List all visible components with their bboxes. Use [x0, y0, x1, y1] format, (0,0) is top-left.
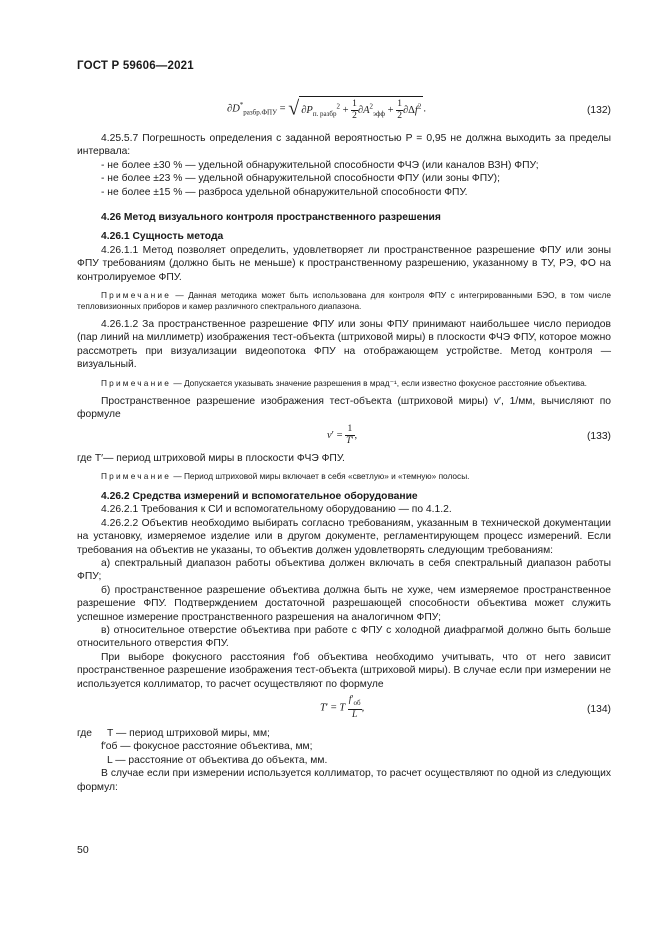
list-item: - не более ±23 % — удельной обнаружительной способности ФПУ (или зоны ФПУ); [101, 173, 500, 185]
where-item: L — расстояние от объектива до объекта, мм. [107, 754, 328, 766]
paragraph: Пространственное разрешение изображения тест-объекта (штриховой миры) v′, 1/мм, вычисляют по формуле [77, 395, 611, 421]
paragraph: 4.26.2.1 Требования к СИ и вспомогательному оборудованию — по 4.1.2. [101, 504, 452, 516]
paragraph: 4.25.5.7 Погрешность определения с заданной вероятностью P = 0,95 не должна выходить за пределы интервала: [77, 133, 611, 158]
list-item: в) относительное отверстие объектива при работе с ФПУ с холодной диафрагмой должно быть больше относительного отверстия ФПУ. [77, 624, 611, 650]
where-label: где [77, 728, 93, 739]
where-item: T — период штриховой миры, мм; [107, 728, 270, 739]
note [77, 290, 611, 312]
formula-132 [77, 92, 611, 132]
formula-132-number: (132) [586, 105, 611, 116]
subsection-heading: 4.26.2 Средства измерений и вспомогательное оборудование [101, 490, 418, 502]
page-number: 50 [77, 844, 89, 856]
subsection-heading: 4.26.1 Сущность метода [101, 231, 224, 243]
where-list [77, 727, 611, 767]
list-item: - не более ±30 % — удельной обнаружительной способности ФЧЭ (или каналов ВЗН) ФПУ; [101, 159, 539, 171]
note-text: — Данная методика может быть использована для контроля ФПУ с интегрированными БЭО, в том числе тепловизионных приборов и камер различного спектрального диапазона. [77, 290, 611, 312]
formula-134-number: (134) [586, 704, 611, 715]
list-item: - не более ±15 % — разброса удельной обнаружительной способности ФПУ. [101, 186, 468, 198]
document-body [77, 92, 611, 794]
list-item: а) спектральный диапазон работы объектива должен включать в себя спектральный диапазон работы ФПУ; [77, 557, 611, 583]
formula-133 [77, 422, 611, 452]
formula-133-expression: v′ = $\frac{1}{T'}$ , [327, 423, 358, 446]
note-text: — Период штриховой миры включает в себя «светлую» и «темную» полосы. [171, 470, 470, 481]
paragraph: 4.26.1.2 За пространственное разрешение ФПУ или зоны ФПУ принимают наибольшее число периодов (пар линий на миллиметр) изображения тест-объекта (штриховой миры) в плоскости ФЧЭ ФПУ, которое можно рассмотреть при визуализации видеопотока ФПУ на отображающем устройстве. Метод контроля — визуальный. [77, 319, 611, 371]
paragraph: При выборе фокусного расстояния f′об объектива необходимо учитывать, что от него зависит пространственное разрешение изображения тест-объекта (штриховой миры). В случае если при измерении не используется коллиматор, то расчет осуществляют по формуле [77, 651, 611, 690]
paragraph: где T′— период штриховой миры в плоскости ФЧЭ ФПУ. [77, 452, 345, 464]
paragraph: 4.26.2.2 Объектив необходимо выбирать согласно требованиям, указанным в технической документации на установку, измеряемое изделие или в другом документе, регламентирующем процесс измерений. Если требования на объектив не указаны, то объектив должен удовлетворять следующим требованиям: [77, 517, 611, 556]
section-heading: 4.26 Метод визуального контроля пространственного разрешения [101, 212, 441, 224]
where-item: f′об — фокусное расстояние объектива, мм; [101, 741, 313, 753]
formula-133-number: (133) [586, 430, 611, 442]
note [77, 471, 611, 482]
paragraph: В случае если при измерении используется коллиматор, то расчет осуществляют по одной из следующих формул: [77, 768, 611, 793]
note [77, 378, 611, 389]
note-label: Примечание [101, 470, 172, 481]
note-text: — Допускается указывать значение разрешения в мрад⁻¹, если известно фокусное расстояние объектива. [171, 377, 587, 388]
paragraph: 4.26.1.1 Метод позволяет определить, удовлетворяет ли пространственное разрешение ФПУ или зоны ФПУ требованиям (должно быть не меньше) к пространственному разрешению, указанному в ТУ, РЭ, ФО на контролируемое ФПУ. [77, 244, 611, 283]
formula-134 [77, 691, 611, 727]
formula-134-expression: T′ = T $\frac{f'_{об}}{L}$ , [320, 695, 365, 720]
document-header: ГОСТ Р 59606—2021 [77, 60, 194, 72]
formula-132-expression: $\partial D^*_{разбр.ФПУ}$ = √ $\partial P_{п. разбр}^2$ + $\frac{1}{2}$ $\partial A^2_{эфф}$ + $\frac{1}{2}$ $\partial\Delta f^2$ . [227, 97, 426, 121]
list-item: б) пространственное разрешение объектива должна быть не хуже, чем измеряемое пространственное разрешение ФПУ. Подтверждением достаточной разрешающей способности объектива может служить успешное измерение пространственного разрешения на аналогичном ФПУ; [77, 584, 611, 623]
where-line [77, 727, 611, 740]
note-label: Примечание [101, 377, 172, 388]
note-label: Примечание [101, 290, 172, 301]
